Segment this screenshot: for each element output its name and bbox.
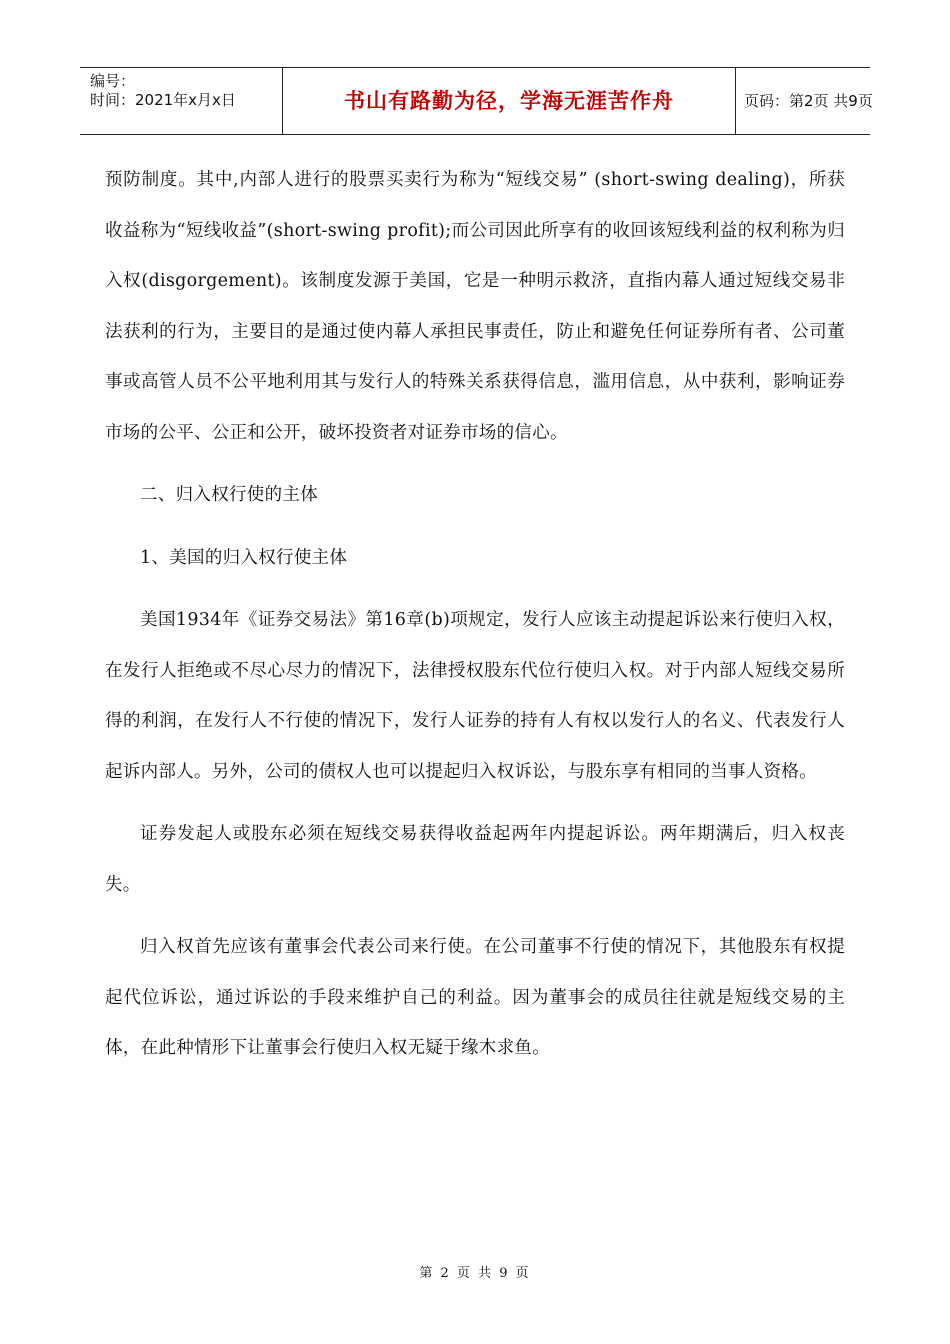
document-number-label: 编号： [90, 72, 136, 90]
paragraph-intro: 预防制度。其中,内部人进行的股票买卖行为称为“短线交易” (short-swing dealing)，所获收益称为“短线收益”(short-swing profit);而公司因此所享有的收回该短线利益的权利称为归入权(disgorgement)。该制度发源于美国，它是一种明示救济，直指内幕人通过短线交易非法获利的行为，主要目的是通过使内幕人承担民事责任，防止和避免任何证券所有者、公司董事或高管人员不公平地利用其与发行人的特殊关系获得信息，滥用信息，从中获利，影响证券市场的公平、公正和公开，破坏投资者对证券市场的信心。 [105, 170, 845, 443]
paragraph-board: 归入权首先应该有董事会代表公司来行使。在公司董事不行使的情况下，其他股东有权提起代位诉讼，通过诉讼的手段来维护自己的利益。因为董事会的成员往往就是短线交易的主体，在此种情形下让董事会行使归入权无疑于缘木求鱼。 [105, 937, 845, 1058]
document-body [105, 155, 845, 1074]
page-header [80, 67, 873, 135]
header-motto: 书山有路勤为径，学海无涯苦作舟 [283, 68, 736, 134]
paragraph-time-limit: 证券发起人或股东必须在短线交易获得收益起两年内提起诉讼。两年期满后，归入权丧失。 [105, 824, 845, 895]
section-heading-subject: 二、归入权行使的主体 [140, 485, 318, 505]
document-date-label: 时间：2021年x月x日 [90, 91, 236, 109]
page-footer: 第 2 页 共 9 页 [419, 1266, 531, 1281]
header-page-info: 页码：第2页 共9页 [744, 92, 873, 110]
paragraph-us-law: 美国1934年《证券交易法》第16章(b)项规定，发行人应该主动提起诉讼来行使归入权，在发行人拒绝或不尽心尽力的情况下，法律授权股东代位行使归入权。对于内部人短线交易所得的利润，在发行人不行使的情况下，发行人证券的持有人有权以发行人的名义、代表发行人起诉内部人。另外，公司的债权人也可以提起归入权诉讼，与股东享有相同的当事人资格。 [105, 610, 845, 782]
subsection-heading-us: 1、美国的归入权行使主体 [140, 547, 348, 568]
header-meta-cell [80, 68, 283, 134]
